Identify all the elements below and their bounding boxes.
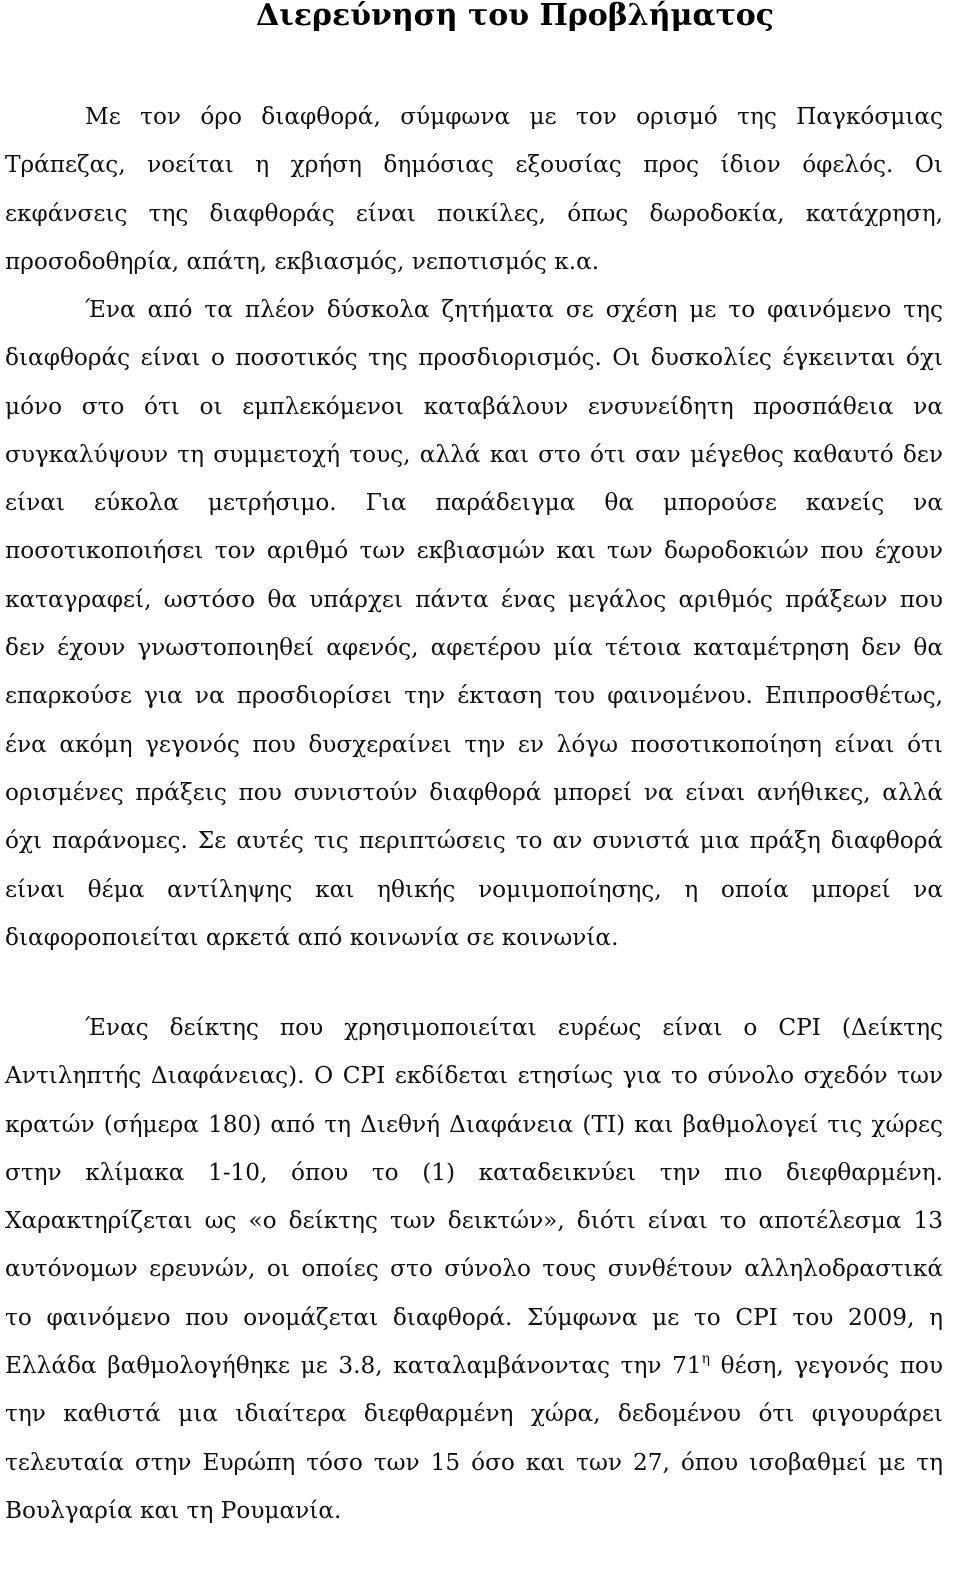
ordinal-superscript: η (701, 1351, 710, 1368)
page-title: Διερεύνηση του Προβλήματος (255, 0, 775, 33)
paragraph-measurement: Ένα από τα πλέον δύσκολα ζητήματα σε σχέση με το φαινόμενο της διαφθοράς είναι ο ποσοτικός της προσδιορισμός. Οι δυσκολίες έγκεινται όχι μόνο στο ότι οι εμπλεκόμενοι καταβάλουν ενσυνείδητη προσπάθεια να συγκαλύψουν τη συμμετοχή τους, αλλά και στο ότι σαν μέγεθος καθαυτό δεν είναι εύκολα μετρήσιμο. Για παράδειγμα θα μπορούσε κανείς να ποσοτικοποιήσει τον αριθμό των εκβιασμών και των δωροδοκιών που έχουν καταγραφεί, ωστόσο θα υπάρχει πάντα ένας μεγάλος αριθμός πράξεων που δεν έχουν γνωστοποιηθεί αφενός, αφετέρου μία τέτοια καταμέτρηση δεν θα επαρκούσε για να προσδιορίσει την έκταση του φαινομένου. Επιπροσθέτως, ένα ακόμη γεγονός που δυσχεραίνει την εν λόγω ποσοτικοποίηση είναι ότι ορισμένες πράξεις που συνιστούν διαφθορά μπορεί να είναι ανήθικες, αλλά όχι παράνομες. Σε αυτές τις περιπτώσεις το αν συνιστά μια πράξη διαφθορά είναι θέμα αντίληψης και ηθικής νομιμοποίησης, η οποία μπορεί να διαφοροποιείται αρκετά από κοινωνία σε κοινωνία. (5, 296, 943, 951)
paragraph-cpi-text-start: Ένας δείκτης που χρησιμοποιείται ευρέως είναι ο CPI (Δείκτης Αντιληπτής Διαφάνειας). Ο CPI εκδίδεται ετησίως για το σύνολο σχεδόν των κρατών (σήμερα 180) από τη Διεθνή Διαφάνεια (TI) και βαθμολογεί τις χώρες στην κλίμακα 1-10, όπου το (1) καταδεικνύει την πιο διεφθαρμένη. Χαρακτηρίζεται ως «ο δείκτης των δεικτών», διότι είναι το αποτέλεσμα 13 αυτόνομων ερευνών, οι οποίες στο σύνολο τους συνθέτουν αλληλοδραστικά το φαινόμενο που ονομάζεται διαφθορά. Σύμφωνα με το CPI του 2009, η Ελλάδα βαθμολογήθηκε με 3.8, καταλαμβάνοντας την 71 (5, 1014, 943, 1380)
paragraph-definition: Με τον όρο διαφθορά, σύμφωνα με τον ορισμό της Παγκόσμιας Τράπεζας, νοείται η χρήση δημόσιας εξουσίας προς ίδιον όφελός. Οι εκφάνσεις της διαφθοράς είναι ποικίλες, όπως δωροδοκία, κατάχρηση, προσοδοθηρία, απάτη, εκβιασμός, νεποτισμός κ.α. (5, 103, 943, 275)
paragraph-cpi-text-end: θέση, γεγονός που την καθιστά μια ιδιαίτερα διεφθαρμένη χώρα, δεδομένου ότι φιγουράρει τελευταία στην Ευρώπη τόσο των 15 όσο και των 27, όπου ισοβαθμεί με τη Βουλγαρία και τη Ρουμανία. (5, 1352, 943, 1524)
paragraph-cpi (5, 1004, 943, 1535)
